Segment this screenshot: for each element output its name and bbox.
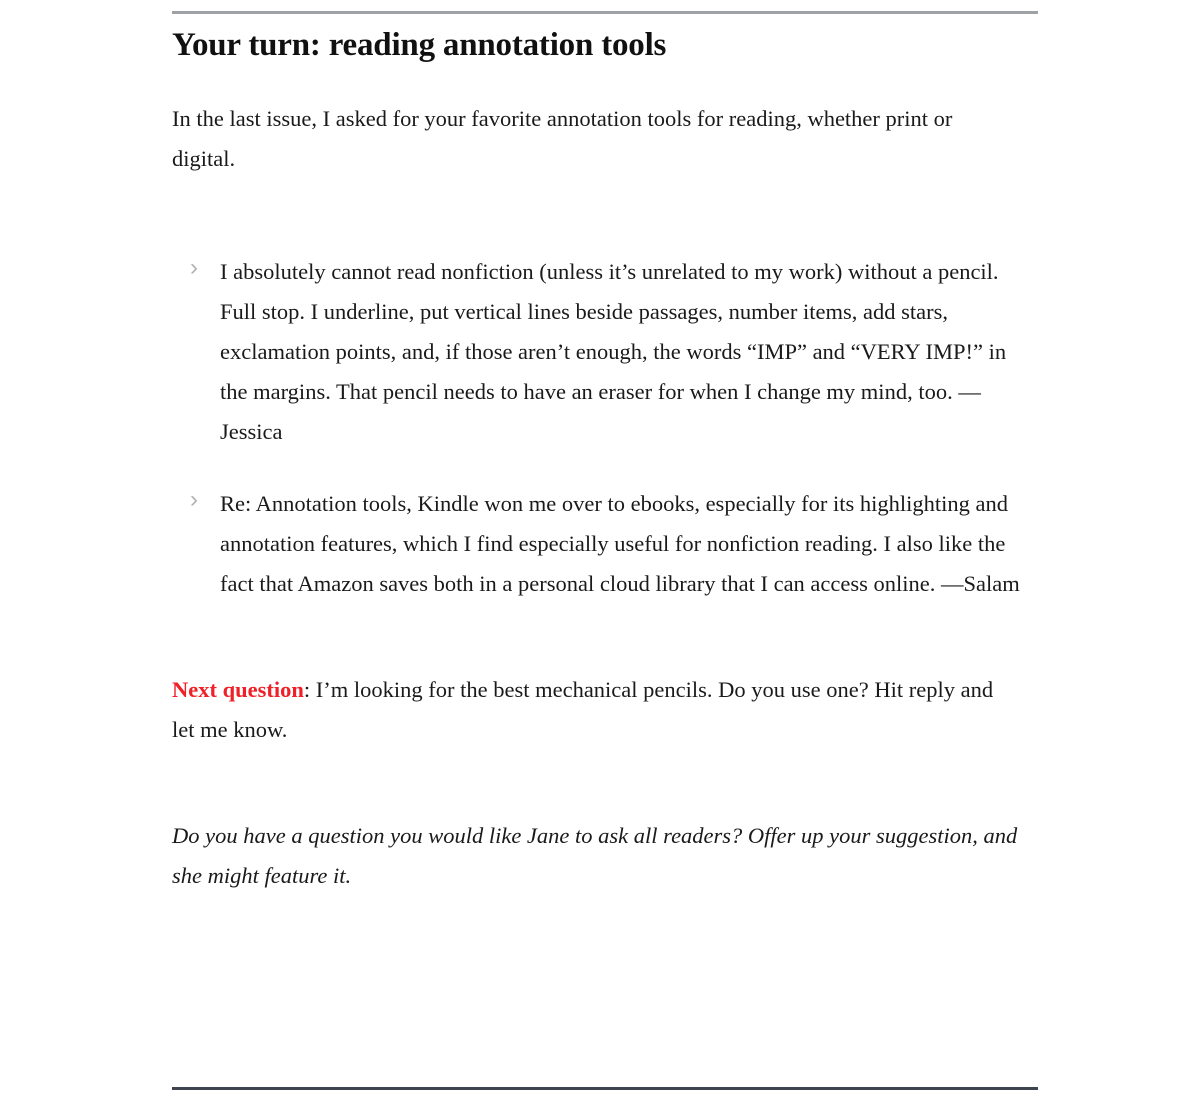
reader-responses-list — [172, 179, 1032, 604]
page-title: Your turn: reading annotation tools — [172, 27, 667, 63]
reader-response-text: I absolutely cannot read nonfiction (unless it’s unrelated to my work) without a pencil. Full stop. I underline, put vertical lines beside passages, number items, add stars, exclamation points, and, if those aren’t enough, the words “IMP” and “VERY IMP!” in the margins. That pencil needs to have an eraser for when I change my mind, too. —Jessica — [220, 259, 1007, 444]
chevron-right-icon: › — [190, 254, 198, 281]
next-question-paragraph — [172, 604, 1020, 750]
section-content — [172, 0, 1032, 896]
next-question-label: Next question — [172, 677, 304, 702]
list-item — [172, 484, 1024, 604]
bottom-divider — [172, 1087, 1038, 1090]
reader-response-text: Re: Annotation tools, Kindle won me over to ebooks, especially for its highlighting and annotation features, which I find especially useful for nonfiction reading. I also like the fact that Amazon saves both in a personal cloud library that I can access online. —Salam — [220, 491, 1020, 596]
list-item — [172, 252, 1024, 452]
next-question-body: : I’m looking for the best mechanical pencils. Do you use one? Hit reply and let me know. — [172, 677, 994, 742]
closing-note: Do you have a question you would like Jane to ask all readers? Offer up your suggestion, and she might feature it. — [172, 823, 1018, 888]
intro-paragraph: In the last issue, I asked for your favorite annotation tools for reading, whether print or digital. — [172, 106, 953, 171]
chevron-right-icon: › — [190, 486, 198, 513]
